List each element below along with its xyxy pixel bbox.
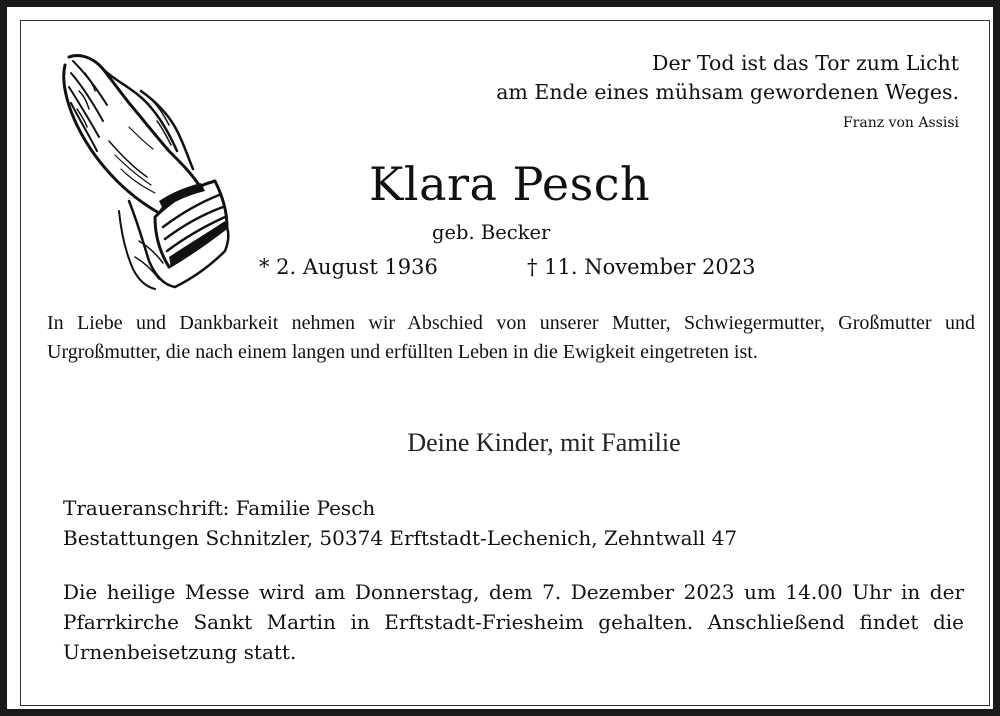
praying-hands-icon bbox=[59, 51, 231, 291]
service-info: Die heilige Messe wird am Donnerstag, dem 7. Dezember 2023 um 14.00 Uhr in der Pfarrkirche Sankt Martin in Erftstadt-Friesheim gehalten. Anschließend findet die Urnenbeisetzung statt. bbox=[63, 580, 964, 664]
born-name: geb. Becker bbox=[432, 221, 551, 244]
life-dates bbox=[259, 255, 756, 279]
address-line-1: Traueranschrift: Familie Pesch bbox=[63, 496, 376, 520]
quote-line-1: Der Tod ist das Tor zum Licht bbox=[652, 51, 959, 75]
quote-author: Franz von Assisi bbox=[842, 115, 959, 131]
family-signature: Deine Kinder, mit Familie bbox=[407, 428, 681, 457]
mourning-address bbox=[63, 493, 737, 553]
birth-date: * 2. August 1936 bbox=[259, 255, 438, 279]
farewell-message: In Liebe und Dankbarkeit nehmen wir Abschied von unserer Mutter, Schwiegermutter, Großmutter und Urgroßmutter, die nach einem langen und erfüllten Leben in die Ewigkeit eingetreten ist. bbox=[47, 312, 975, 363]
address-line-2: Bestattungen Schnitzler, 50374 Erftstadt-Lechenich, Zehntwall 47 bbox=[63, 526, 738, 550]
death-date: † 11. November 2023 bbox=[527, 255, 756, 279]
quote-line-2: am Ende eines mühsam gewordenen Weges. bbox=[496, 80, 959, 104]
deceased-name: Klara Pesch bbox=[369, 157, 651, 211]
